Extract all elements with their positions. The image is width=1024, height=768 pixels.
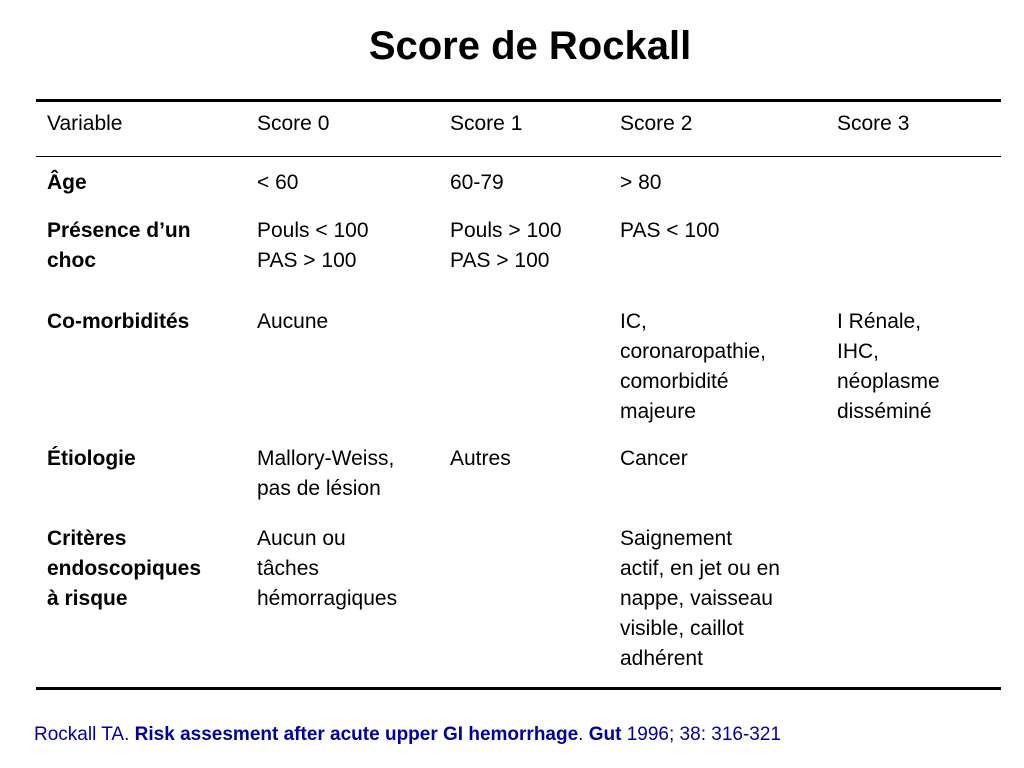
cell-text-line: actif, en jet ou en [620,556,780,580]
cell-text-line: < 60 [257,171,299,194]
cell-text-line: PAS > 100 [257,248,357,272]
cell-text-line: pas de lésion [257,476,381,500]
cell-choc-score-0 [246,216,439,307]
cell-comorbidites-score-2 [609,307,826,444]
row-label-criteres-endoscopiques [36,524,246,689]
cell-etiologie-score-0 [246,444,439,524]
table-header-row [36,101,1001,157]
cell-text-line: 60-79 [450,171,504,194]
header-variable: Variable [36,101,246,157]
cell-text-line: Critères [47,526,127,550]
cell-text-line: Co-morbidités [47,309,190,333]
cell-text-line: coronaropathie, [620,339,766,363]
table-row-choc [36,216,1001,307]
cell-choc-score-2 [609,216,826,307]
row-label-etiologie [36,444,246,524]
cell-age-score-2 [609,157,826,216]
cell-criteres-score-2 [609,524,826,689]
cell-text-line: > 80 [620,171,662,194]
header-score-3: Score 3 [826,101,1001,157]
page-title: Score de Rockall [368,24,692,68]
cell-text-line: néoplasme [837,369,940,393]
cell-text-line: Étiologie [47,446,136,470]
cell-text-line: IC, [620,309,647,333]
cell-text-line: Aucune [257,309,329,333]
cell-etiologie-score-3 [826,444,1001,524]
header-score-1: Score 1 [439,101,609,157]
reference-article-title: Risk assesment after acute upper GI hemorrhage [134,724,579,745]
header-score-0: Score 0 [246,101,439,157]
cell-comorbidites-score-3 [826,307,1001,444]
header-score-2: Score 2 [609,101,826,157]
cell-choc-score-1 [439,216,609,307]
cell-text-line: Âge [47,171,87,194]
reference-journal: Gut [588,724,622,745]
cell-choc-score-3 [826,216,1001,307]
cell-text-line: Autres [450,446,511,470]
cell-comorbidites-score-0 [246,307,439,444]
cell-text-line: Pouls > 100 [450,218,562,242]
cell-text-line: PAS < 100 [620,218,720,242]
table-row-comorbidites [36,307,1001,444]
cell-text-line: adhérent [620,646,703,670]
rockall-score-table-container [36,99,1001,690]
table-row-age [36,157,1001,216]
cell-text-line: endoscopiques [47,556,202,580]
cell-criteres-score-0 [246,524,439,689]
cell-text-line: hémorragiques [257,586,398,610]
cell-comorbidites-score-1 [439,307,609,444]
cell-criteres-score-1 [439,524,609,689]
row-label-age [36,157,246,216]
cell-text-line: Aucun ou [257,526,346,550]
rockall-score-table [36,99,1001,690]
cell-age-score-1 [439,157,609,216]
table-row-criteres-endoscopiques [36,524,1001,689]
cell-age-score-0 [246,157,439,216]
cell-text-line: majeure [620,399,696,423]
reference-author: Rockall TA. [34,724,135,745]
cell-etiologie-score-2 [609,444,826,524]
cell-text-line: Mallory-Weiss, [257,446,395,470]
reference-citation-details: 1996; 38: 316-321 [621,724,781,745]
cell-text-line: à risque [47,586,128,610]
cell-text-line: Cancer [620,446,688,470]
cell-text-line: Présence d’un [47,218,191,242]
row-label-comorbidites [36,307,246,444]
reference-separator: . [578,724,589,745]
cell-text-line: comorbidité [620,369,729,393]
cell-text-line: nappe, vaisseau [620,586,773,610]
table-row-etiologie [36,444,1001,524]
cell-text-line: Saignement [620,526,733,550]
reference-citation [34,722,781,748]
cell-text-line: choc [47,248,97,272]
cell-text-line: IHC, [837,339,879,363]
cell-text-line: PAS > 100 [450,248,550,272]
cell-text-line: Pouls < 100 [257,218,369,242]
row-label-choc [36,216,246,307]
cell-text-line: tâches [257,556,319,580]
cell-text-line: disséminé [837,399,932,423]
cell-text-line: visible, caillot [620,616,744,640]
cell-age-score-3 [826,157,1001,216]
cell-text-line: I Rénale, [837,309,922,333]
cell-etiologie-score-1 [439,444,609,524]
cell-criteres-score-3 [826,524,1001,689]
